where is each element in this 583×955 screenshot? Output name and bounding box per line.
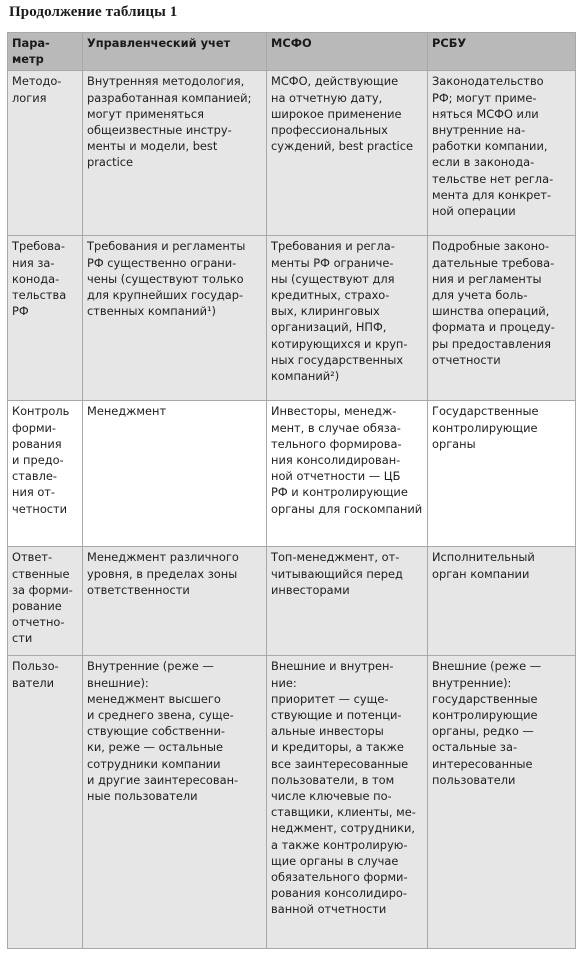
- cell-ifrs: Требования и регла- менты РФ ограниче- ны (существуют для кредитных, страхо- вых, клиринговых организаций, НПФ, котирующихся и круп- ных государственных компаний²): [267, 236, 428, 401]
- header-ifrs: МСФО: [267, 33, 428, 71]
- header-management-accounting: Управленческий учет: [83, 33, 267, 71]
- header-rsbu: РСБУ: [428, 33, 576, 71]
- cell-param: Контроль форми- рования и предо- ставле- ния от- четности: [8, 401, 83, 547]
- cell-ifrs: Внешние и внутрен- ние: приоритет — суще- ствующие и потенци- альные инвесторы и кредиторы, а также все заинтересованные пользователи, в том числе ключевые по- ставщики, клиенты, ме- неджмент, сотрудники, а также контролирую- щие органы в случае обязательного форми- рования консолидиро- ванной отчетности: [267, 656, 428, 949]
- cell-ifrs: Инвесторы, менедж- мент, в случае обяза- тельного формирова- ния консолидирован- ной отчетности — ЦБ РФ и контролирующие органы для госкомпаний: [267, 401, 428, 547]
- table-caption: Продолжение таблицы 1: [9, 4, 178, 20]
- table-row: [8, 656, 576, 949]
- cell-management-accounting: Внутренние (реже — внешние): менеджмент высшего и среднего звена, суще- ствующие собственни- ки, реже — остальные сотрудники компании и другие заинтересован- ные пользователи: [83, 656, 267, 949]
- cell-param: Ответ- ственные за форми- рование отчетно- сти: [8, 547, 83, 656]
- cell-param: Пользо- ватели: [8, 656, 83, 949]
- cell-rsbu: Внешние (реже — внутренние): государственные контролирующие органы, редко — остальные за- интересованные пользователи: [428, 656, 576, 949]
- cell-rsbu: Государственные контролирующие органы: [428, 401, 576, 547]
- cell-management-accounting: Требования и регламенты РФ существенно ограни- чены (существуют только для крупнейших государ- ственных компаний¹): [83, 236, 267, 401]
- header-row: [8, 33, 576, 71]
- header-param: Пара- метр: [8, 33, 83, 71]
- cell-param: Методо- логия: [8, 71, 83, 236]
- table-row: [8, 401, 576, 547]
- cell-rsbu: Законодательство РФ; могут приме- няться МСФО или внутренние на- работки компании, если в законода- тельстве нет регла- мента для конкрет- ной операции: [428, 71, 576, 236]
- cell-rsbu: Исполнительный орган компании: [428, 547, 576, 656]
- cell-management-accounting: Менеджмент: [83, 401, 267, 547]
- table-row: [8, 547, 576, 656]
- cell-param: Требова- ния за- конода- тельства РФ: [8, 236, 83, 401]
- cell-management-accounting: Менеджмент различного уровня, в пределах зоны ответственности: [83, 547, 267, 656]
- cell-ifrs: МСФО, действующие на отчетную дату, широкое применение профессиональных суждений, best practice: [267, 71, 428, 236]
- cell-rsbu: Подробные законо- дательные требова- ния и регламенты для учета боль- шинства операций, формата и процеду- ры предоставления отчетности: [428, 236, 576, 401]
- comparison-table: [7, 32, 576, 949]
- table-row: [8, 71, 576, 236]
- cell-ifrs: Топ-менеджмент, от- читывающийся перед инвесторами: [267, 547, 428, 656]
- cell-management-accounting: Внутренняя методология, разработанная компанией; могут применяться общеизвестные инстру- менты и модели, best practice: [83, 71, 267, 236]
- table-row: [8, 236, 576, 401]
